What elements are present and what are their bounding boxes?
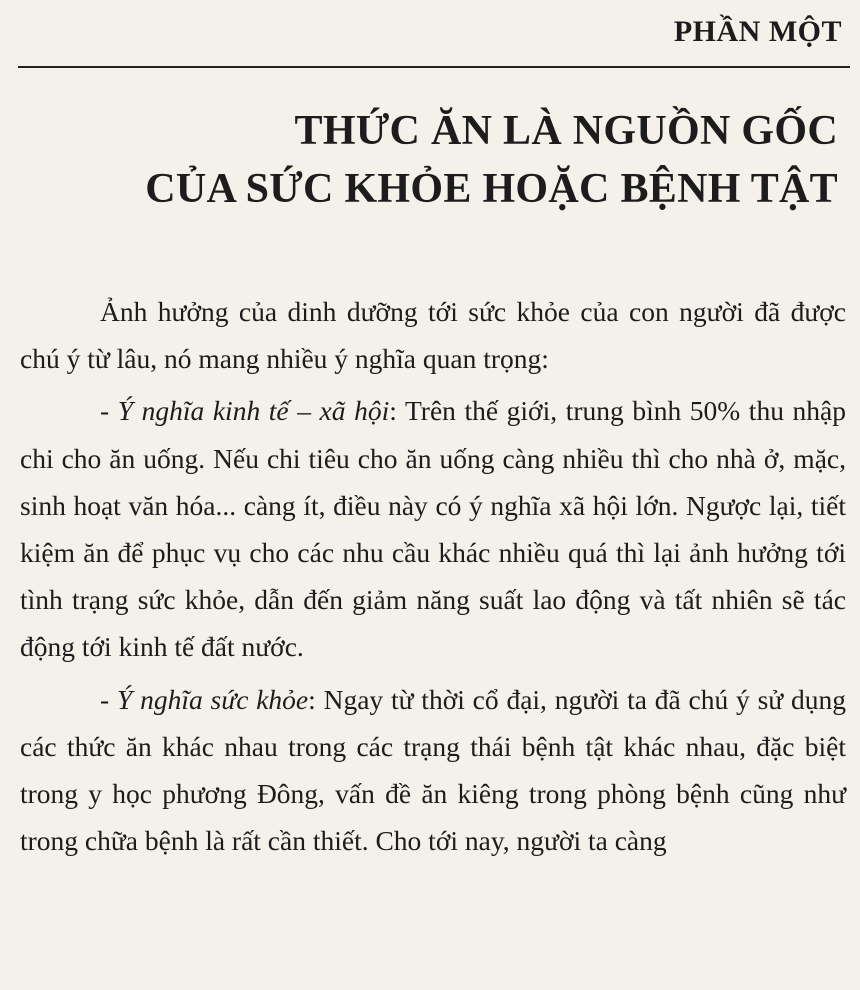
paragraph-intro bbox=[20, 288, 846, 382]
running-head: PHẦN MỘT bbox=[673, 15, 842, 48]
body-text bbox=[20, 288, 846, 869]
chapter-title-line-1: THỨC ĂN LÀ NGUỒN GỐC bbox=[294, 108, 838, 154]
header-rule bbox=[18, 66, 850, 68]
paragraph-text: : Trên thế giới, trung bình 50% thu nhập chi cho ăn uống. Nếu chi tiêu cho ăn uống càng nhiều thì cho nhà ở, mặc, sinh hoạt văn hóa... càng ít, điều này có ý nghĩa xã hội lớn. Ngược lại, tiết kiệm ăn để phục vụ cho các nhu cầu khác nhiều quá thì lại ảnh hưởng tới tình trạng sức khỏe, dẫn đến giảm năng suất lao động và tất nhiên sẽ tác động tới kinh tế đất nước. bbox=[20, 395, 846, 663]
chapter-title bbox=[18, 102, 838, 218]
paragraph-text: : Ngay từ thời cổ đại, người ta đã chú ý sử dụng các thức ăn khác nhau trong các trạng thái bệnh tật khác nhau, đặc biệt trong y học phương Đông, vấn đề ăn kiêng trong phòng bệnh cũng như trong chữa bệnh là rất cần thiết. Cho tới nay, người ta càng bbox=[20, 683, 846, 857]
chapter-title-line-2: CỦA SỨC KHỎE HOẶC BỆNH TẬT bbox=[145, 166, 838, 212]
paragraph-prefix: - bbox=[100, 683, 117, 715]
paragraph-health bbox=[20, 676, 846, 865]
paragraph-prefix: - bbox=[100, 395, 118, 427]
paragraph-lead-italic: Ý nghĩa kinh tế – xã hội bbox=[117, 395, 390, 427]
paragraph-economic-social bbox=[20, 387, 846, 670]
paragraph-text: Ảnh hưởng của dinh dưỡng tới sức khỏe của con người đã được chú ý từ lâu, nó mang nhiều ý nghĩa quan trọng: bbox=[20, 296, 846, 375]
paragraph-lead-italic: Ý nghĩa sức khỏe bbox=[116, 683, 309, 715]
